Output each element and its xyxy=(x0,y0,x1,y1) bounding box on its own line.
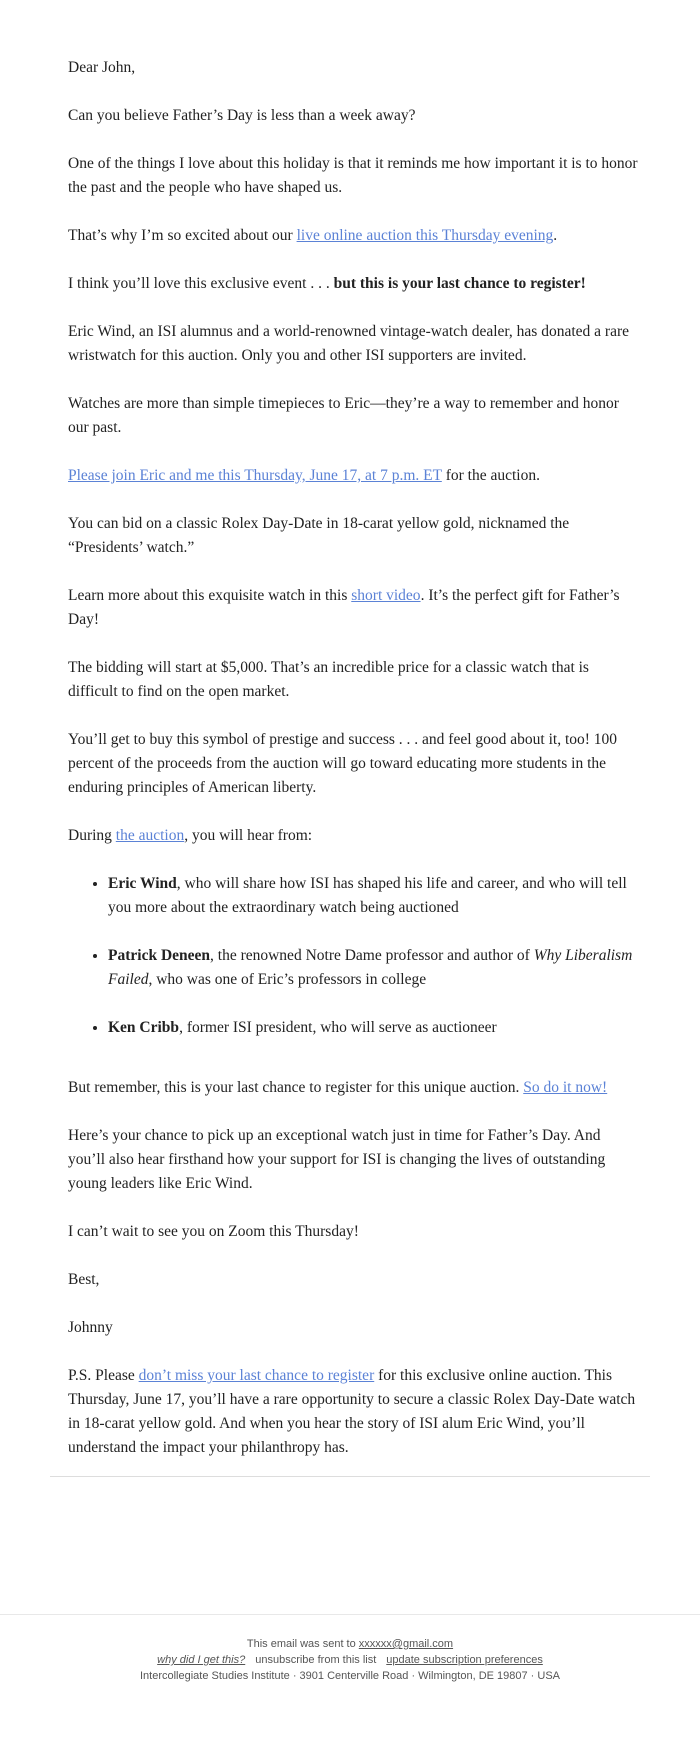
text: , you will hear from: xyxy=(184,827,313,844)
email-body xyxy=(68,56,640,1484)
footer-links xyxy=(0,1652,700,1668)
bold-last-chance: but this is your last chance to register! xyxy=(333,275,586,292)
join-event-link[interactable]: Please join Eric and me this Thursday, June 17, at 7 p.m. ET xyxy=(68,467,442,484)
paragraph-eric-wind: Eric Wind, an ISI alumnus and a world-renowned vintage-watch dealer, has donated a rare wristwatch for this auction. Only you and other ISI supporters are invited. xyxy=(68,323,629,364)
paragraph-bidding: The bidding will start at $5,000. That’s an incredible price for a classic watch that is difficult to find on the open market. xyxy=(68,659,589,700)
unsubscribe-text[interactable]: unsubscribe from this list xyxy=(255,1654,377,1666)
the-auction-link[interactable]: the auction xyxy=(115,827,185,844)
text: . xyxy=(553,227,558,244)
text: During xyxy=(68,827,116,844)
paragraph-auction-intro xyxy=(68,224,640,248)
text: for this exclusive online auction. This Thursday, June 17, you’ll have a rare opportunity to secure a classic Rolex Day-Date watch in 18-carat yellow gold. And when you hear the story of ISI alum Eric Wind, you’ll understand the impact your philanthropy has. xyxy=(68,1367,636,1456)
why-did-i-get-this-link[interactable]: why did I get this? xyxy=(157,1654,246,1666)
text: . It’s the perfect gift for Father’s Day! xyxy=(68,587,620,628)
mailing-address: Intercollegiate Studies Institute · 3901 Centerville Road · Wilmington, DE 19807 · USA xyxy=(139,1670,561,1682)
greeting: Dear John, xyxy=(68,59,136,76)
paragraph-register-now xyxy=(68,1076,640,1100)
email-footer xyxy=(0,1636,700,1684)
speaker-item xyxy=(108,872,640,920)
paragraph-during-auction xyxy=(68,824,640,848)
paragraph-watches: Watches are more than simple timepieces to Eric—they’re a way to remember and honor our past. xyxy=(68,395,619,436)
sent-to-label: This email was sent to xyxy=(246,1638,359,1650)
speaker-name: Ken Cribb xyxy=(108,1019,180,1036)
sent-to-line xyxy=(0,1636,700,1652)
text: Learn more about this exquisite watch in this xyxy=(68,587,352,604)
text: That’s why I’m so excited about our xyxy=(68,227,297,244)
paragraph-fathers-day: Can you believe Father’s Day is less than a week away? xyxy=(68,107,416,124)
book-title: Why Liberalism Failed xyxy=(108,947,633,988)
signoff: Best, xyxy=(68,1271,100,1288)
text: I think you’ll love this exclusive event . . . xyxy=(68,275,334,292)
short-video-link[interactable]: short video xyxy=(351,587,421,604)
speaker-item xyxy=(108,1016,640,1040)
paragraph-rolex: You can bid on a classic Rolex Day-Date in 18-carat yellow gold, nicknamed the “Presidents’ watch.” xyxy=(68,515,570,556)
paragraph-last-chance xyxy=(68,272,640,296)
recipient-email-link[interactable]: xxxxxx@gmail.com xyxy=(358,1638,454,1650)
postscript xyxy=(68,1364,640,1460)
auction-link[interactable]: live online auction this Thursday evening xyxy=(296,227,554,244)
signature: Johnny xyxy=(68,1319,113,1336)
paragraph-zoom: I can’t wait to see you on Zoom this Thursday! xyxy=(68,1223,359,1240)
register-ps-link[interactable]: don’t miss your last chance to register xyxy=(138,1367,375,1384)
speaker-name: Patrick Deneen xyxy=(108,947,211,964)
update-preferences-link[interactable]: update subscription preferences xyxy=(386,1654,543,1666)
speaker-list xyxy=(68,872,640,1040)
paragraph-video xyxy=(68,584,640,632)
paragraph-proceeds: You’ll get to buy this symbol of prestige and success . . . and feel good about it, too! 100 percent of the proceeds from the auction will go toward educating more students in the enduring principles of American liberty. xyxy=(68,731,618,796)
paragraph-honor-past: One of the things I love about this holiday is that it reminds me how important it is to honor the past and the people who have shaped us. xyxy=(68,155,638,196)
speaker-item xyxy=(108,944,640,992)
paragraph-join xyxy=(68,464,640,488)
speaker-desc: , former ISI president, who will serve as auctioneer xyxy=(179,1019,497,1036)
register-now-link[interactable]: So do it now! xyxy=(523,1079,608,1096)
text: But remember, this is your last chance to register for this unique auction. xyxy=(68,1079,524,1096)
text: for the auction. xyxy=(441,467,540,484)
speaker-desc: , who was one of Eric’s professors in college xyxy=(148,971,427,988)
speaker-name: Eric Wind xyxy=(108,875,177,892)
text: P.S. Please xyxy=(68,1367,139,1384)
paragraph-exceptional-watch: Here’s your chance to pick up an exceptional watch just in time for Father’s Day. And you’ll also hear firsthand how your support for ISI is changing the lives of outstanding young leaders like Eric Wind. xyxy=(68,1127,606,1192)
footer-divider xyxy=(0,1614,700,1615)
speaker-desc: , who will share how ISI has shaped his life and career, and who will tell you more about the extraordinary watch being auctioned xyxy=(108,875,627,916)
speaker-desc: , the renowned Notre Dame professor and author of xyxy=(210,947,534,964)
content-divider xyxy=(50,1476,650,1477)
